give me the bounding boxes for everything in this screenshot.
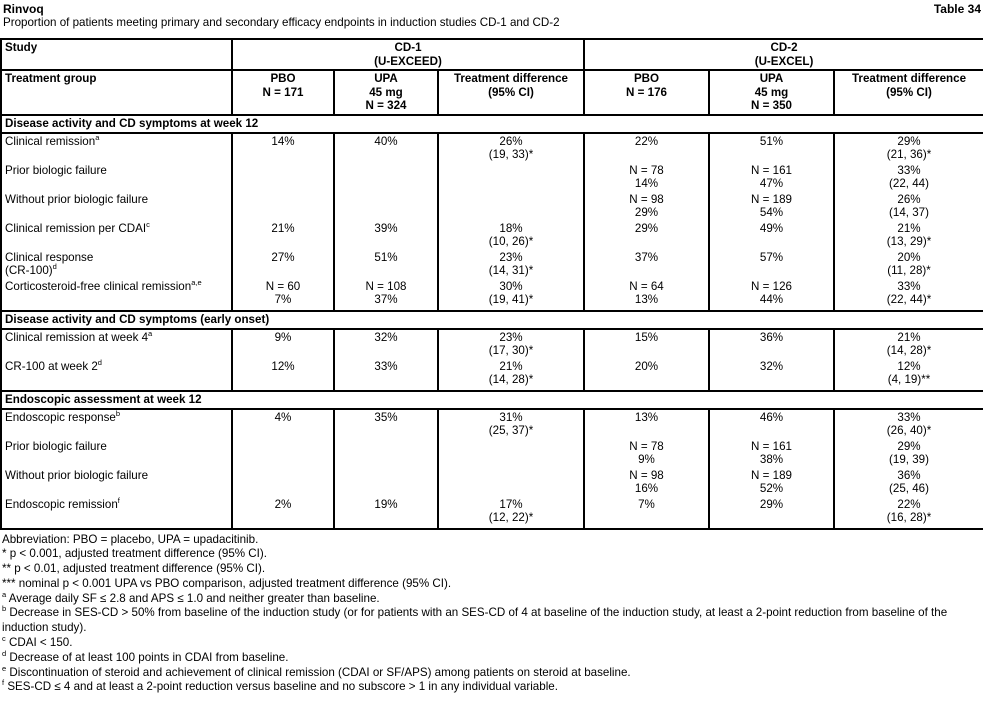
data-cell: 31% (25, 37)* xyxy=(438,409,584,439)
data-cell: 30% (19, 41)* xyxy=(438,279,584,311)
column-header-cell-1: UPA 45 mg N = 324 xyxy=(334,70,438,115)
data-cell: 12% (4, 19)** xyxy=(834,359,983,391)
column-header-cell-3: PBO N = 176 xyxy=(584,70,709,115)
data-cell: 29% (21, 36)* xyxy=(834,133,983,163)
data-cell xyxy=(438,163,584,192)
section-header-row xyxy=(1,311,983,329)
data-cell: 18% (10, 26)* xyxy=(438,221,584,250)
data-cell: N = 98 29% xyxy=(584,192,709,221)
data-cell: N = 161 38% xyxy=(709,439,834,468)
footnote-ref: d xyxy=(52,262,57,272)
data-cell: 33% (22, 44)* xyxy=(834,279,983,311)
data-cell: 46% xyxy=(709,409,834,439)
data-cell: 27% xyxy=(232,250,334,279)
row-label: Endoscopic remission$^f$ xyxy=(5,496,120,511)
row-label: Without prior biologic failure xyxy=(5,468,149,482)
data-cell: 20% xyxy=(584,359,709,391)
data-cell: 22% xyxy=(584,133,709,163)
data-cell xyxy=(438,192,584,221)
table-row xyxy=(1,133,983,163)
section-title: Disease activity and CD symptoms (early onset) xyxy=(1,311,983,329)
data-cell: 7% xyxy=(584,497,709,529)
data-cell: 49% xyxy=(709,221,834,250)
footnote: * p < 0.001, adjusted treatment difference (95% CI). xyxy=(2,547,267,561)
data-cell: 35% xyxy=(334,409,438,439)
data-cell xyxy=(438,468,584,497)
data-cell xyxy=(232,163,334,192)
footnote: $^c$ CDAI < 150. xyxy=(2,634,73,650)
table-number: Table 34 xyxy=(933,2,981,16)
table-row xyxy=(1,279,983,311)
data-cell: 21% (14, 28)* xyxy=(834,329,983,359)
data-cell: N = 108 37% xyxy=(334,279,438,311)
treatment-group-header-cell: Treatment group xyxy=(1,70,232,115)
footnote-marker: e xyxy=(2,663,7,673)
data-cell: 33% (22, 44) xyxy=(834,163,983,192)
table-row xyxy=(1,163,983,192)
footnote-marker: c xyxy=(2,634,6,644)
study-group-cd2-trial: (U-EXCEL) xyxy=(754,54,814,68)
data-cell xyxy=(232,192,334,221)
footnote-marker: f xyxy=(2,678,5,688)
study-group-cd1 xyxy=(232,39,584,70)
data-cell: N = 78 9% xyxy=(584,439,709,468)
data-cell: 21% (13, 29)* xyxy=(834,221,983,250)
section-title: Endoscopic assessment at week 12 xyxy=(1,391,983,409)
footnote-ref: f xyxy=(117,496,120,505)
data-cell xyxy=(232,468,334,497)
footnotes xyxy=(0,530,983,696)
product-title: Rinvoq xyxy=(3,2,44,16)
footnote-ref: c xyxy=(146,220,150,229)
footnote-marker: a xyxy=(2,589,7,599)
table-row xyxy=(1,329,983,359)
data-cell xyxy=(334,163,438,192)
row-label: Clinical remission$^a$ xyxy=(5,132,100,148)
table-caption: Proportion of patients meeting primary and secondary efficacy endpoints in induction studies CD-1 and CD-2 xyxy=(3,16,560,29)
data-cell: 32% xyxy=(334,329,438,359)
data-cell xyxy=(232,439,334,468)
data-cell: 32% xyxy=(709,359,834,391)
data-cell: N = 98 16% xyxy=(584,468,709,497)
data-cell: 57% xyxy=(709,250,834,279)
data-cell xyxy=(334,468,438,497)
footnote: ** p < 0.01, adjusted treatment difference (95% CI). xyxy=(2,562,266,576)
data-cell: N = 60 7% xyxy=(232,279,334,311)
data-cell: 2% xyxy=(232,497,334,529)
footnote: $^b$ Decrease in SES-CD > 50% from baseline of the induction study (or for patients with an SES-CD of 4 at baseline of the induction study, at least a 2-point reduction from baseline of the induction study). xyxy=(2,604,948,635)
data-cell: N = 189 52% xyxy=(709,468,834,497)
study-group-cd1-name: CD-1 xyxy=(394,41,422,54)
row-label: CR-100 at week 2$^d$ xyxy=(5,358,102,373)
footnote: Abbreviation: PBO = placebo, UPA = upadacitinib. xyxy=(2,532,259,546)
data-cell: 23% (17, 30)* xyxy=(438,329,584,359)
efficacy-table xyxy=(0,38,983,530)
table-head xyxy=(1,39,983,115)
data-cell: N = 64 13% xyxy=(584,279,709,311)
data-cell: 29% (19, 39) xyxy=(834,439,983,468)
section-title: Disease activity and CD symptoms at week 12 xyxy=(1,115,983,133)
data-cell xyxy=(438,439,584,468)
study-group-cd2 xyxy=(584,39,983,70)
column-header-cell-5: Treatment difference (95% CI) xyxy=(834,70,983,115)
footnote-ref: d xyxy=(97,358,102,367)
table-row xyxy=(1,250,983,279)
data-cell xyxy=(334,439,438,468)
row-label: Endoscopic response$^b$ xyxy=(5,408,121,424)
row-label: Clinical response $(CR-100)^d$ xyxy=(5,250,94,277)
data-cell: 4% xyxy=(232,409,334,439)
table-row xyxy=(1,439,983,468)
data-cell: 37% xyxy=(584,250,709,279)
table-row xyxy=(1,359,983,391)
footnote-ref: a,e xyxy=(191,278,202,287)
data-cell: 26% (14, 37) xyxy=(834,192,983,221)
data-cell: N = 78 14% xyxy=(584,163,709,192)
data-cell: 19% xyxy=(334,497,438,529)
footnote-marker: d xyxy=(2,649,7,659)
row-label: Clinical remission at week 4$^a$ xyxy=(5,328,153,344)
data-cell: 15% xyxy=(584,329,709,359)
data-cell: 33% xyxy=(334,359,438,391)
data-cell: 36% xyxy=(709,329,834,359)
data-cell: 26% (19, 33)* xyxy=(438,133,584,163)
data-cell: 12% xyxy=(232,359,334,391)
section-header-row xyxy=(1,391,983,409)
data-cell: 36% (25, 46) xyxy=(834,468,983,497)
data-cell: 29% xyxy=(709,497,834,529)
data-cell: 51% xyxy=(334,250,438,279)
data-cell: 17% (12, 22)* xyxy=(438,497,584,529)
footnote: *** nominal p < 0.001 UPA vs PBO comparison, adjusted treatment difference (95% CI). xyxy=(2,576,452,590)
data-cell: 51% xyxy=(709,133,834,163)
data-cell: 14% xyxy=(232,133,334,163)
data-cell: 20% (11, 28)* xyxy=(834,250,983,279)
data-cell: 39% xyxy=(334,221,438,250)
column-header-row xyxy=(1,70,983,115)
footnote: $^d$ Decrease of at least 100 points in CDAI from baseline. xyxy=(2,649,289,664)
footnote-ref: b xyxy=(115,408,121,418)
study-group-cd1-trial: (U-EXCEED) xyxy=(374,54,442,68)
data-cell: 22% (16, 28)* xyxy=(834,497,983,529)
table-row xyxy=(1,221,983,250)
footnote: $^a$ Average daily SF ≤ 2.8 and APS ≤ 1.0 and neither greater than baseline. xyxy=(2,589,380,605)
section-header-row xyxy=(1,115,983,133)
column-header-cell-2: Treatment difference (95% CI) xyxy=(438,70,584,115)
data-cell: 23% (14, 31)* xyxy=(438,250,584,279)
data-cell: 13% xyxy=(584,409,709,439)
table-row xyxy=(1,192,983,221)
study-group-cd2-name: CD-2 xyxy=(770,41,798,54)
data-cell: 21% (14, 28)* xyxy=(438,359,584,391)
column-header-cell-4: UPA 45 mg N = 350 xyxy=(709,70,834,115)
data-cell: 21% xyxy=(232,221,334,250)
table-row xyxy=(1,409,983,439)
footnote-ref: a xyxy=(95,132,100,142)
data-cell: N = 189 54% xyxy=(709,192,834,221)
row-label: Prior biologic failure xyxy=(5,163,107,177)
row-label: Without prior biologic failure xyxy=(5,192,149,206)
footnote: $^e$ Discontinuation of steroid and achievement of clinical remission (CDAI or SF/APS) among patients on steroid at baseline. xyxy=(2,663,631,679)
document-header xyxy=(0,0,983,16)
data-cell: 40% xyxy=(334,133,438,163)
row-label: Prior biologic failure xyxy=(5,439,107,453)
column-header-cell-0: PBO N = 171 xyxy=(232,70,334,115)
data-cell: 29% xyxy=(584,221,709,250)
table-body xyxy=(1,115,983,529)
footnote-ref: a xyxy=(148,328,153,338)
data-cell: 33% (26, 40)* xyxy=(834,409,983,439)
footnote-marker: b xyxy=(2,604,7,614)
data-cell: N = 161 47% xyxy=(709,163,834,192)
data-cell: N = 126 44% xyxy=(709,279,834,311)
data-cell: 9% xyxy=(232,329,334,359)
table-row xyxy=(1,468,983,497)
table-row xyxy=(1,497,983,529)
footnote: $^f$ SES-CD ≤ 4 and at least a 2-point reduction versus baseline and no subscore > 1 in any individual variable. xyxy=(2,678,558,694)
row-label: Clinical remission per CDAI$^c$ xyxy=(5,220,150,235)
row-label: Corticosteroid-free clinical remission$^{a,e}$ xyxy=(5,278,202,293)
study-header-cell: Study xyxy=(1,39,232,70)
study-header-row xyxy=(1,39,983,70)
data-cell xyxy=(334,192,438,221)
